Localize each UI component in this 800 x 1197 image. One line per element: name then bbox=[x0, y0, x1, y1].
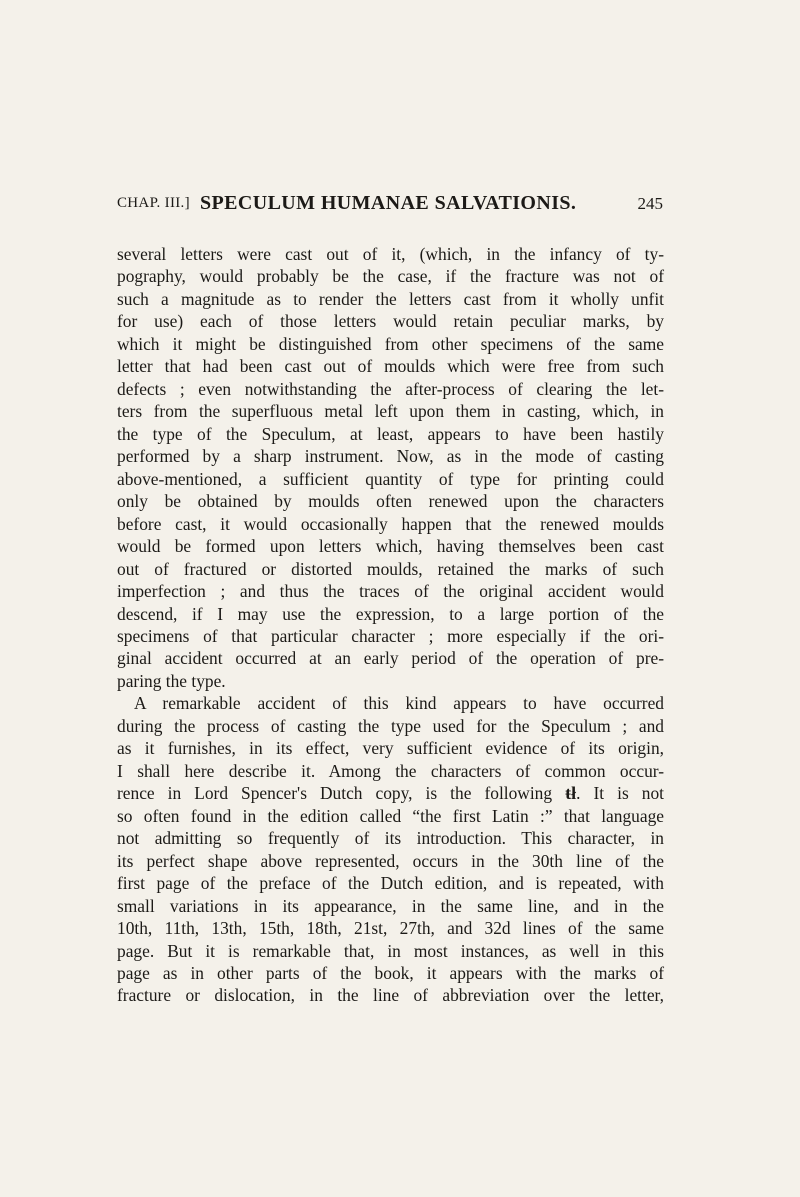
text-line: such a magnitude as to render the letters cast from it wholly unfit bbox=[117, 288, 664, 309]
page-number: 245 bbox=[637, 194, 663, 213]
text-line: fracture or dislocation, in the line of abbreviation over the letter, bbox=[117, 985, 664, 1006]
text-line: I shall here describe it. Among the characters of common occur- bbox=[117, 760, 664, 781]
chapter-label: CHAP. III.] bbox=[117, 195, 190, 211]
body-text bbox=[117, 243, 664, 1007]
text-line: before cast, it would occasionally happen that the renewed moulds bbox=[117, 513, 664, 534]
text-line: ters from the superfluous metal left upon them in casting, which, in bbox=[117, 401, 664, 422]
text-line: pography, would probably be the case, if the fracture was not of bbox=[117, 266, 664, 287]
text-line: page as in other parts of the book, it appears with the marks of bbox=[117, 963, 664, 983]
text-line: several letters were cast out of it, (which, in the infancy of ty- bbox=[117, 244, 664, 264]
text-line: imperfection ; and thus the traces of the original accident would bbox=[117, 581, 664, 602]
text-fragment: . It is not bbox=[576, 783, 664, 804]
text-line: defects ; even notwithstanding the after-process of clearing the let- bbox=[117, 378, 664, 399]
text-line: out of fractured or distorted moulds, retained the marks of such bbox=[117, 558, 664, 579]
abbreviation-symbol: ŧł bbox=[565, 783, 577, 804]
text-line: its perfect shape above represented, occurs in the 30th line of the bbox=[117, 850, 664, 871]
page-title: SPECULUM HUMANAE SALVATIONIS. bbox=[200, 192, 577, 214]
text-line: small variations in its appearance, in the same line, and in the bbox=[117, 895, 664, 916]
text-line-with-symbol bbox=[117, 782, 664, 804]
text-line: first page of the preface of the Dutch edition, and is repeated, with bbox=[117, 873, 664, 894]
text-line: only be obtained by moulds often renewed upon the characters bbox=[117, 491, 664, 512]
running-header bbox=[117, 192, 663, 218]
text-line: page. But it is remarkable that, in most instances, as well in this bbox=[117, 940, 664, 961]
text-line: 10th, 11th, 13th, 15th, 18th, 21st, 27th, and 32d lines of the same bbox=[117, 918, 664, 939]
text-line: not admitting so frequently of its introduction. This character, in bbox=[117, 828, 664, 849]
text-line: which it might be distinguished from other specimens of the same bbox=[117, 333, 664, 354]
text-fragment: rence in Lord Spencer's Dutch copy, is the following bbox=[117, 783, 553, 804]
text-line: above-mentioned, a sufficient quantity of type for printing could bbox=[117, 468, 664, 489]
text-line: the type of the Speculum, at least, appears to have been hastily bbox=[117, 423, 664, 444]
text-line: during the process of casting the type used for the Speculum ; and bbox=[117, 715, 664, 736]
text-line: specimens of that particular character ; more especially if the ori- bbox=[117, 625, 664, 646]
text-line: letter that had been cast out of moulds which were free from such bbox=[117, 356, 664, 377]
text-line: would be formed upon letters which, having themselves been cast bbox=[117, 536, 664, 557]
text-line: descend, if I may use the expression, to a large portion of the bbox=[117, 603, 664, 624]
text-line: so often found in the edition called “the first Latin :” that language bbox=[117, 805, 664, 826]
text-line: ginal accident occurred at an early period of the operation of pre- bbox=[117, 648, 664, 669]
text-line: paring the type. bbox=[117, 670, 226, 691]
text-line: A remarkable accident of this kind appears to have occurred bbox=[134, 693, 664, 714]
text-line: as it furnishes, in its effect, very sufficient evidence of its origin, bbox=[117, 738, 664, 759]
text-line: performed by a sharp instrument. Now, as in the mode of casting bbox=[117, 446, 664, 467]
text-line: for use) each of those letters would retain peculiar marks, by bbox=[117, 311, 664, 332]
